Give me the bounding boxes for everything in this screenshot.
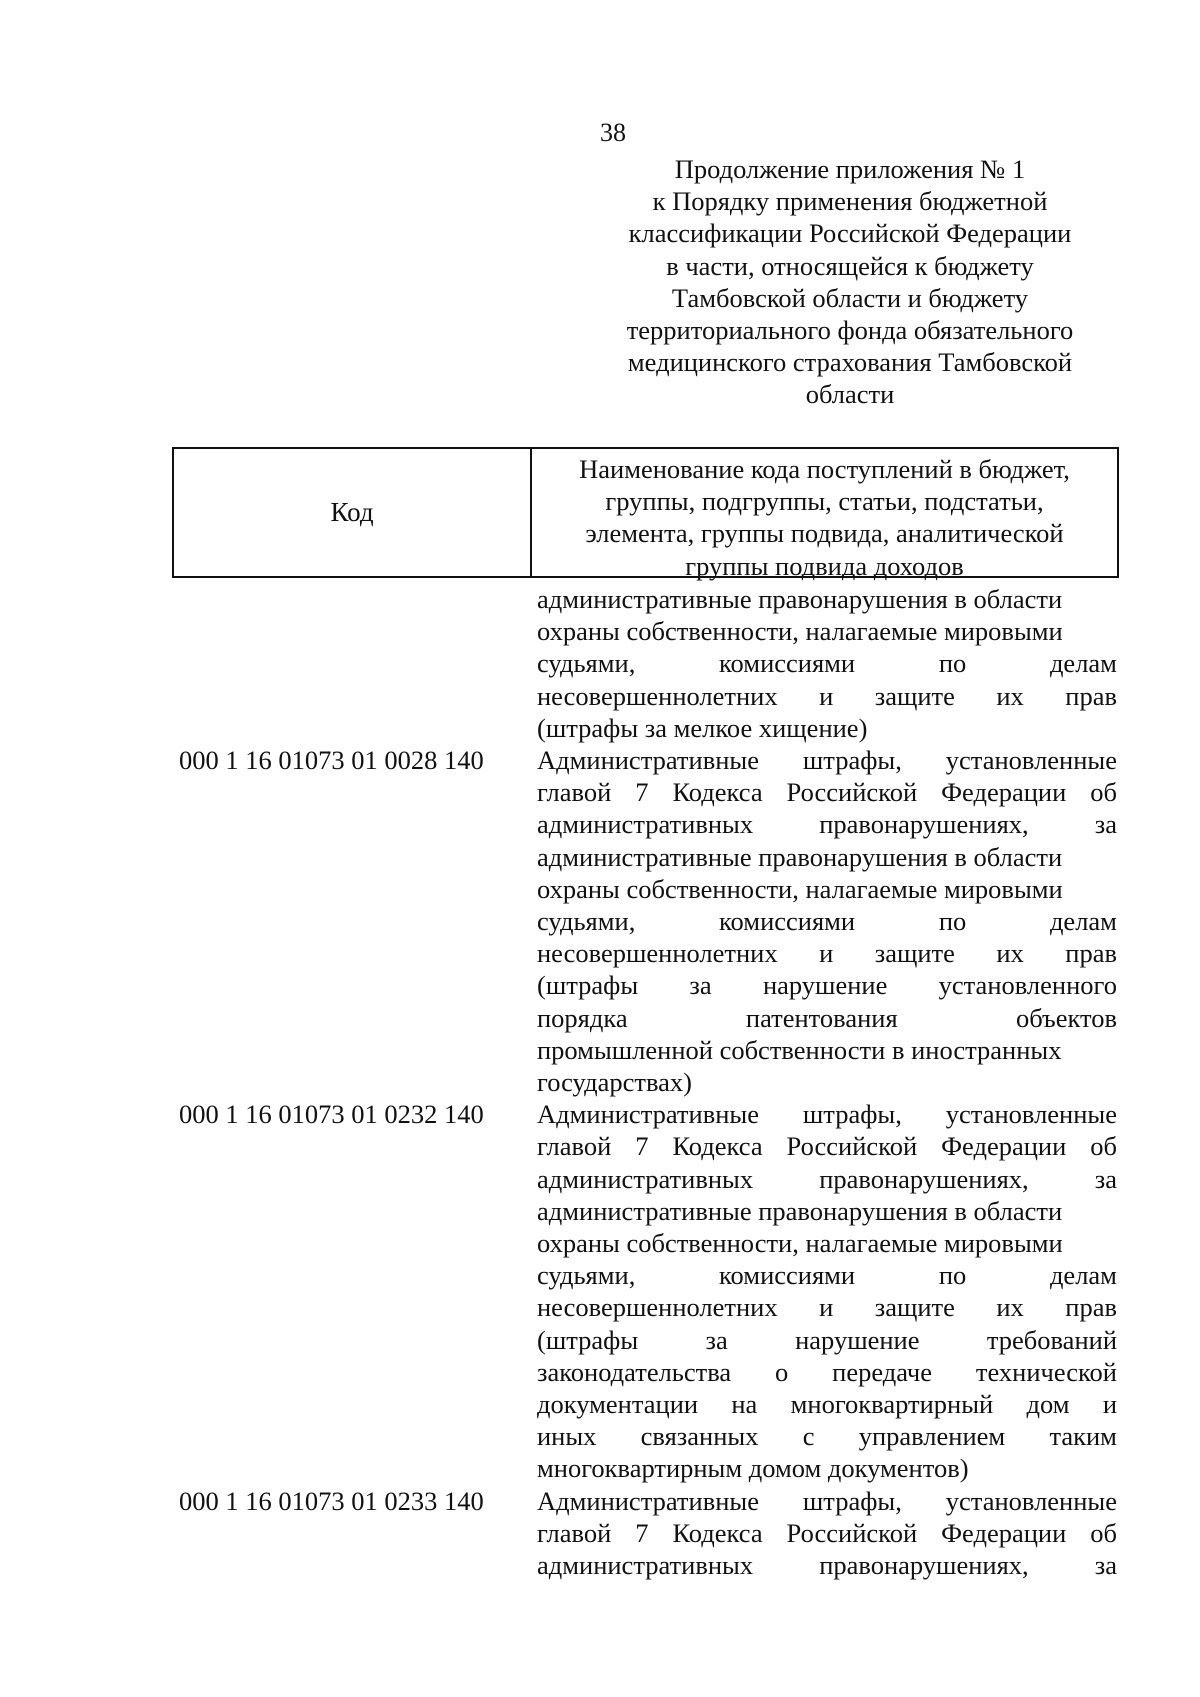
description-word: по — [938, 1260, 967, 1291]
description-word: делам — [1049, 648, 1117, 679]
description-word: прав — [1065, 680, 1117, 711]
description-word: несовершеннолетних — [537, 1292, 778, 1323]
page-number: 38 — [600, 118, 626, 147]
column-header-name-line: группы, подгруппы, статьи, подстатьи, — [605, 486, 1044, 517]
income-code-cell: 000 1 16 01073 01 0232 140 — [179, 1099, 484, 1130]
description-word: Российской — [786, 777, 918, 808]
income-description-cell — [537, 744, 1119, 1098]
description-line: многоквартирным домом документов) — [537, 1453, 969, 1484]
description-word: комиссиями — [719, 1260, 856, 1291]
description-word: прав — [1065, 938, 1117, 969]
description-word: правонарушениях, — [819, 809, 1029, 840]
description-word: Федерации — [941, 1131, 1067, 1162]
description-word: многоквартирный — [790, 1389, 994, 1420]
description-word: управлением — [858, 1421, 1006, 1452]
description-line — [537, 1420, 1117, 1452]
income-code-cell: 000 1 16 01073 01 0233 140 — [179, 1485, 484, 1516]
description-word: дом — [1026, 1389, 1070, 1420]
description-line: охраны собственности, налагаемые мировыми — [537, 616, 1063, 647]
description-word: и — [819, 938, 834, 969]
appendix-line: Продолжение приложения № 1 — [674, 154, 1026, 184]
appendix-line: медицинского страхования Тамбовской — [627, 347, 1073, 378]
appendix-header — [600, 153, 1100, 411]
description-line — [537, 905, 1117, 937]
income-code-cell — [172, 583, 537, 744]
appendix-line: Тамбовской области и бюджету — [671, 282, 1029, 313]
description-line: административные правонарушения в области — [537, 841, 1063, 872]
description-word: о — [775, 1356, 789, 1387]
description-word: административных — [537, 1550, 754, 1581]
description-line — [537, 776, 1117, 808]
description-word: Административные — [537, 745, 759, 776]
description-word: защите — [874, 1292, 955, 1323]
description-word: связанных — [640, 1421, 759, 1452]
description-line — [537, 1098, 1117, 1130]
description-word: законодательства — [537, 1356, 732, 1387]
description-word: несовершеннолетних — [537, 680, 778, 711]
column-header-name-line: элемента, группы подвида, аналитической — [585, 518, 1064, 549]
description-word: защите — [874, 938, 955, 969]
description-word: 7 — [635, 1131, 649, 1162]
description-word: по — [938, 648, 967, 679]
description-word: их — [996, 1292, 1024, 1323]
description-line — [537, 1324, 1117, 1356]
description-line — [537, 1356, 1117, 1388]
description-word: судьями, — [537, 648, 636, 679]
description-line: промышленной собственности в иностранных — [537, 1034, 1062, 1065]
appendix-line: области — [805, 379, 895, 410]
description-line — [537, 1291, 1117, 1323]
description-word: технической — [975, 1356, 1117, 1387]
description-word: прав — [1065, 1292, 1117, 1323]
description-word: административных — [537, 1163, 754, 1194]
description-word: главой — [537, 1131, 612, 1162]
description-word: судьями, — [537, 906, 636, 937]
description-line — [537, 1259, 1117, 1291]
description-line: охраны собственности, налагаемые мировыми — [537, 873, 1063, 904]
description-word: главой — [537, 777, 612, 808]
description-word: требований — [986, 1324, 1117, 1355]
table-body — [172, 583, 1119, 1581]
description-word: 7 — [635, 1517, 649, 1548]
description-word: установленные — [945, 1099, 1117, 1130]
description-line: охраны собственности, налагаемые мировыми — [537, 1228, 1063, 1259]
description-line — [537, 1549, 1117, 1581]
table-header — [172, 447, 1119, 581]
income-description-cell — [537, 1485, 1119, 1582]
description-line — [537, 808, 1117, 840]
description-word: Федерации — [941, 777, 1067, 808]
description-word: нарушение — [762, 970, 888, 1001]
description-line — [537, 1002, 1117, 1034]
description-line — [537, 1485, 1117, 1517]
description-word: комиссиями — [719, 648, 856, 679]
description-word: их — [996, 938, 1024, 969]
description-word: и — [819, 680, 834, 711]
description-word: Российской — [786, 1517, 918, 1548]
description-line — [537, 969, 1117, 1001]
description-word: нарушение — [795, 1324, 920, 1355]
description-word: иных — [537, 1421, 597, 1452]
description-word: по — [938, 906, 967, 937]
description-word: правонарушениях, — [819, 1163, 1029, 1194]
description-line — [537, 1517, 1117, 1549]
description-line: государствах) — [537, 1067, 692, 1098]
description-line — [537, 1388, 1117, 1420]
description-word: установленного — [938, 970, 1117, 1001]
description-word: за — [1094, 809, 1117, 840]
appendix-line: к Порядку применения бюджетной — [652, 186, 1048, 217]
description-word: Административные — [537, 1099, 759, 1130]
description-word: административных — [537, 809, 754, 840]
description-word: делам — [1049, 1260, 1117, 1291]
appendix-line: в части, относящейся к бюджету — [666, 250, 1034, 281]
description-line: административные правонарушения в области — [537, 1195, 1063, 1226]
description-word: Федерации — [941, 1517, 1067, 1548]
table-row — [172, 583, 1119, 744]
table-row — [172, 1485, 1119, 1582]
description-word: (штрафы — [537, 1324, 639, 1355]
description-word: таким — [1049, 1421, 1117, 1452]
income-description-cell — [537, 1098, 1119, 1484]
description-word: защите — [874, 680, 955, 711]
description-word: несовершеннолетних — [537, 938, 778, 969]
description-word: делам — [1049, 906, 1117, 937]
description-word: за — [689, 970, 712, 1001]
description-word: Административные — [537, 1485, 759, 1516]
description-word: судьями, — [537, 1260, 636, 1291]
description-word: об — [1090, 777, 1117, 808]
description-word: об — [1090, 1131, 1117, 1162]
description-word: (штрафы — [537, 970, 639, 1001]
column-header-code: Код — [174, 449, 532, 576]
description-word: за — [1094, 1550, 1117, 1581]
description-word: передаче — [832, 1356, 933, 1387]
income-description-cell — [537, 583, 1119, 744]
description-word: за — [705, 1324, 728, 1355]
description-word: установленные — [945, 745, 1117, 776]
table-row — [172, 744, 1119, 1098]
table-row — [172, 1098, 1119, 1484]
appendix-line: классификации Российской Федерации — [628, 218, 1072, 249]
description-word: на — [731, 1389, 758, 1420]
appendix-line: территориального фонда обязательного — [626, 315, 1074, 346]
description-word: объектов — [1015, 1002, 1117, 1033]
description-word: и — [1102, 1389, 1117, 1420]
description-line — [537, 680, 1117, 712]
description-word: установленные — [945, 1485, 1117, 1516]
description-line — [537, 1163, 1117, 1195]
description-word: Кодекса — [672, 1131, 763, 1162]
column-header-name-line: Наименование кода поступлений в бюджет, — [579, 454, 1070, 484]
description-line — [537, 647, 1117, 679]
description-word: с — [802, 1421, 815, 1452]
description-line — [537, 937, 1117, 969]
column-header-name — [532, 449, 1117, 581]
description-line — [537, 1130, 1117, 1162]
description-word: правонарушениях, — [819, 1550, 1029, 1581]
description-line: (штрафы за мелкое хищение) — [537, 712, 868, 743]
description-word: комиссиями — [719, 906, 856, 937]
description-line: административные правонарушения в области — [537, 584, 1063, 614]
description-word: порядка — [537, 1002, 628, 1033]
description-word: за — [1094, 1163, 1117, 1194]
description-word: об — [1090, 1517, 1117, 1548]
description-word: штрафы, — [802, 1485, 902, 1516]
column-header-name-line: группы подвида доходов — [685, 550, 964, 581]
description-word: Российской — [786, 1131, 918, 1162]
description-word: их — [996, 680, 1024, 711]
description-line — [537, 744, 1117, 776]
income-code-cell: 000 1 16 01073 01 0028 140 — [179, 745, 484, 776]
description-word: главой — [537, 1517, 612, 1548]
description-word: штрафы, — [802, 1099, 902, 1130]
description-word: Кодекса — [672, 777, 763, 808]
description-word: Кодекса — [672, 1517, 763, 1548]
description-word: штрафы, — [802, 745, 902, 776]
description-word: и — [819, 1292, 834, 1323]
description-word: документации — [537, 1389, 699, 1420]
description-word: патентования — [745, 1002, 898, 1033]
description-word: 7 — [635, 777, 649, 808]
